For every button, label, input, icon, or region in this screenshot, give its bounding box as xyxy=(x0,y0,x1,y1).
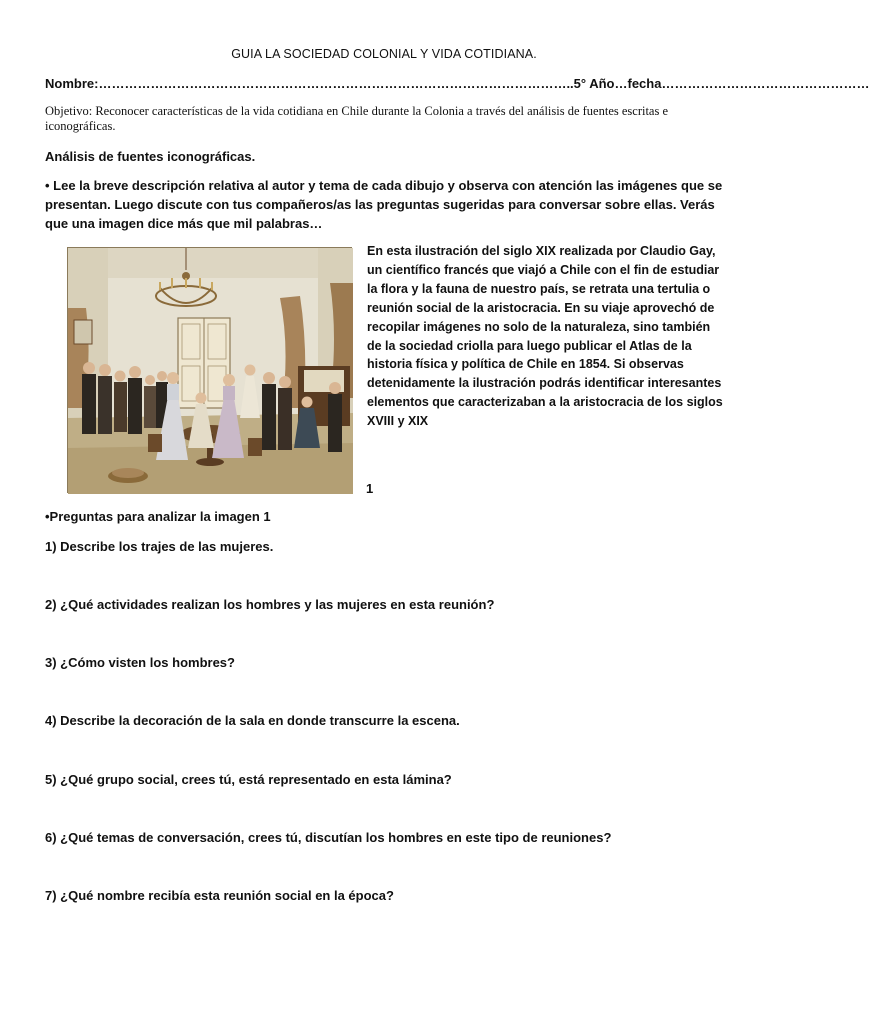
illustration-description: En esta ilustración del siglo XIX realizada por Claudio Gay, un científico francés que viajó a Chile con el fin de estudiar la flora y la fauna de nuestro país, se retrata una tertulia o reunión social de la aristocracia. En su viaje aprovechó de recopilar imágenes no solo de la naturaleza, sino también de la sociedad criolla para luego publicar el Atlas de la historia física y política de Chile en 1854. Si observas detenidamente la ilustración podrás identificar interesantes elementos que caracterizaban a la aristocracia de los siglos XVIII y XIX xyxy=(367,244,723,429)
question-1: 1) Describe los trajes de las mujeres. xyxy=(45,539,274,554)
question-3: 3) ¿Cómo visten los hombres? xyxy=(45,655,235,670)
question-4: 4) Describe la decoración de la sala en donde transcurre la escena. xyxy=(45,713,460,728)
figure-number: 1 xyxy=(366,481,374,496)
instructions-text: • Lee la breve descripción relativa al autor y tema de cada dibujo y observa con atención las imágenes que se presentan. Luego discute con tus compañeros/as las preguntas sugeridas para conversar sobre ellas. Verás que una imagen dice más que mil palabras… xyxy=(45,178,723,231)
page-title: GUIA LA SOCIEDAD COLONIAL Y VIDA COTIDIANA. xyxy=(231,47,537,61)
section-heading: Análisis de fuentes iconográficas. xyxy=(45,149,256,164)
question-5: 5) ¿Qué grupo social, crees tú, está representado en esta lámina? xyxy=(45,772,452,787)
question-2: 2) ¿Qué actividades realizan los hombres y las mujeres en esta reunión? xyxy=(45,597,495,612)
objective-text: Objetivo: Reconocer características de la vida cotidiana en Chile durante la Colonia a través del análisis de fuentes escritas e iconográficas. xyxy=(45,104,669,133)
name-date-line: Nombre:………………………………………………………………………………………………..5° Año…fecha………………………………………… xyxy=(45,76,869,91)
question-7: 7) ¿Qué nombre recibía esta reunión social en la época? xyxy=(45,888,394,903)
tertulia-illustration xyxy=(67,247,352,493)
questions-heading: •Preguntas para analizar la imagen 1 xyxy=(45,509,271,524)
question-6: 6) ¿Qué temas de conversación, crees tú, discutían los hombres en este tipo de reuniones? xyxy=(45,830,612,845)
